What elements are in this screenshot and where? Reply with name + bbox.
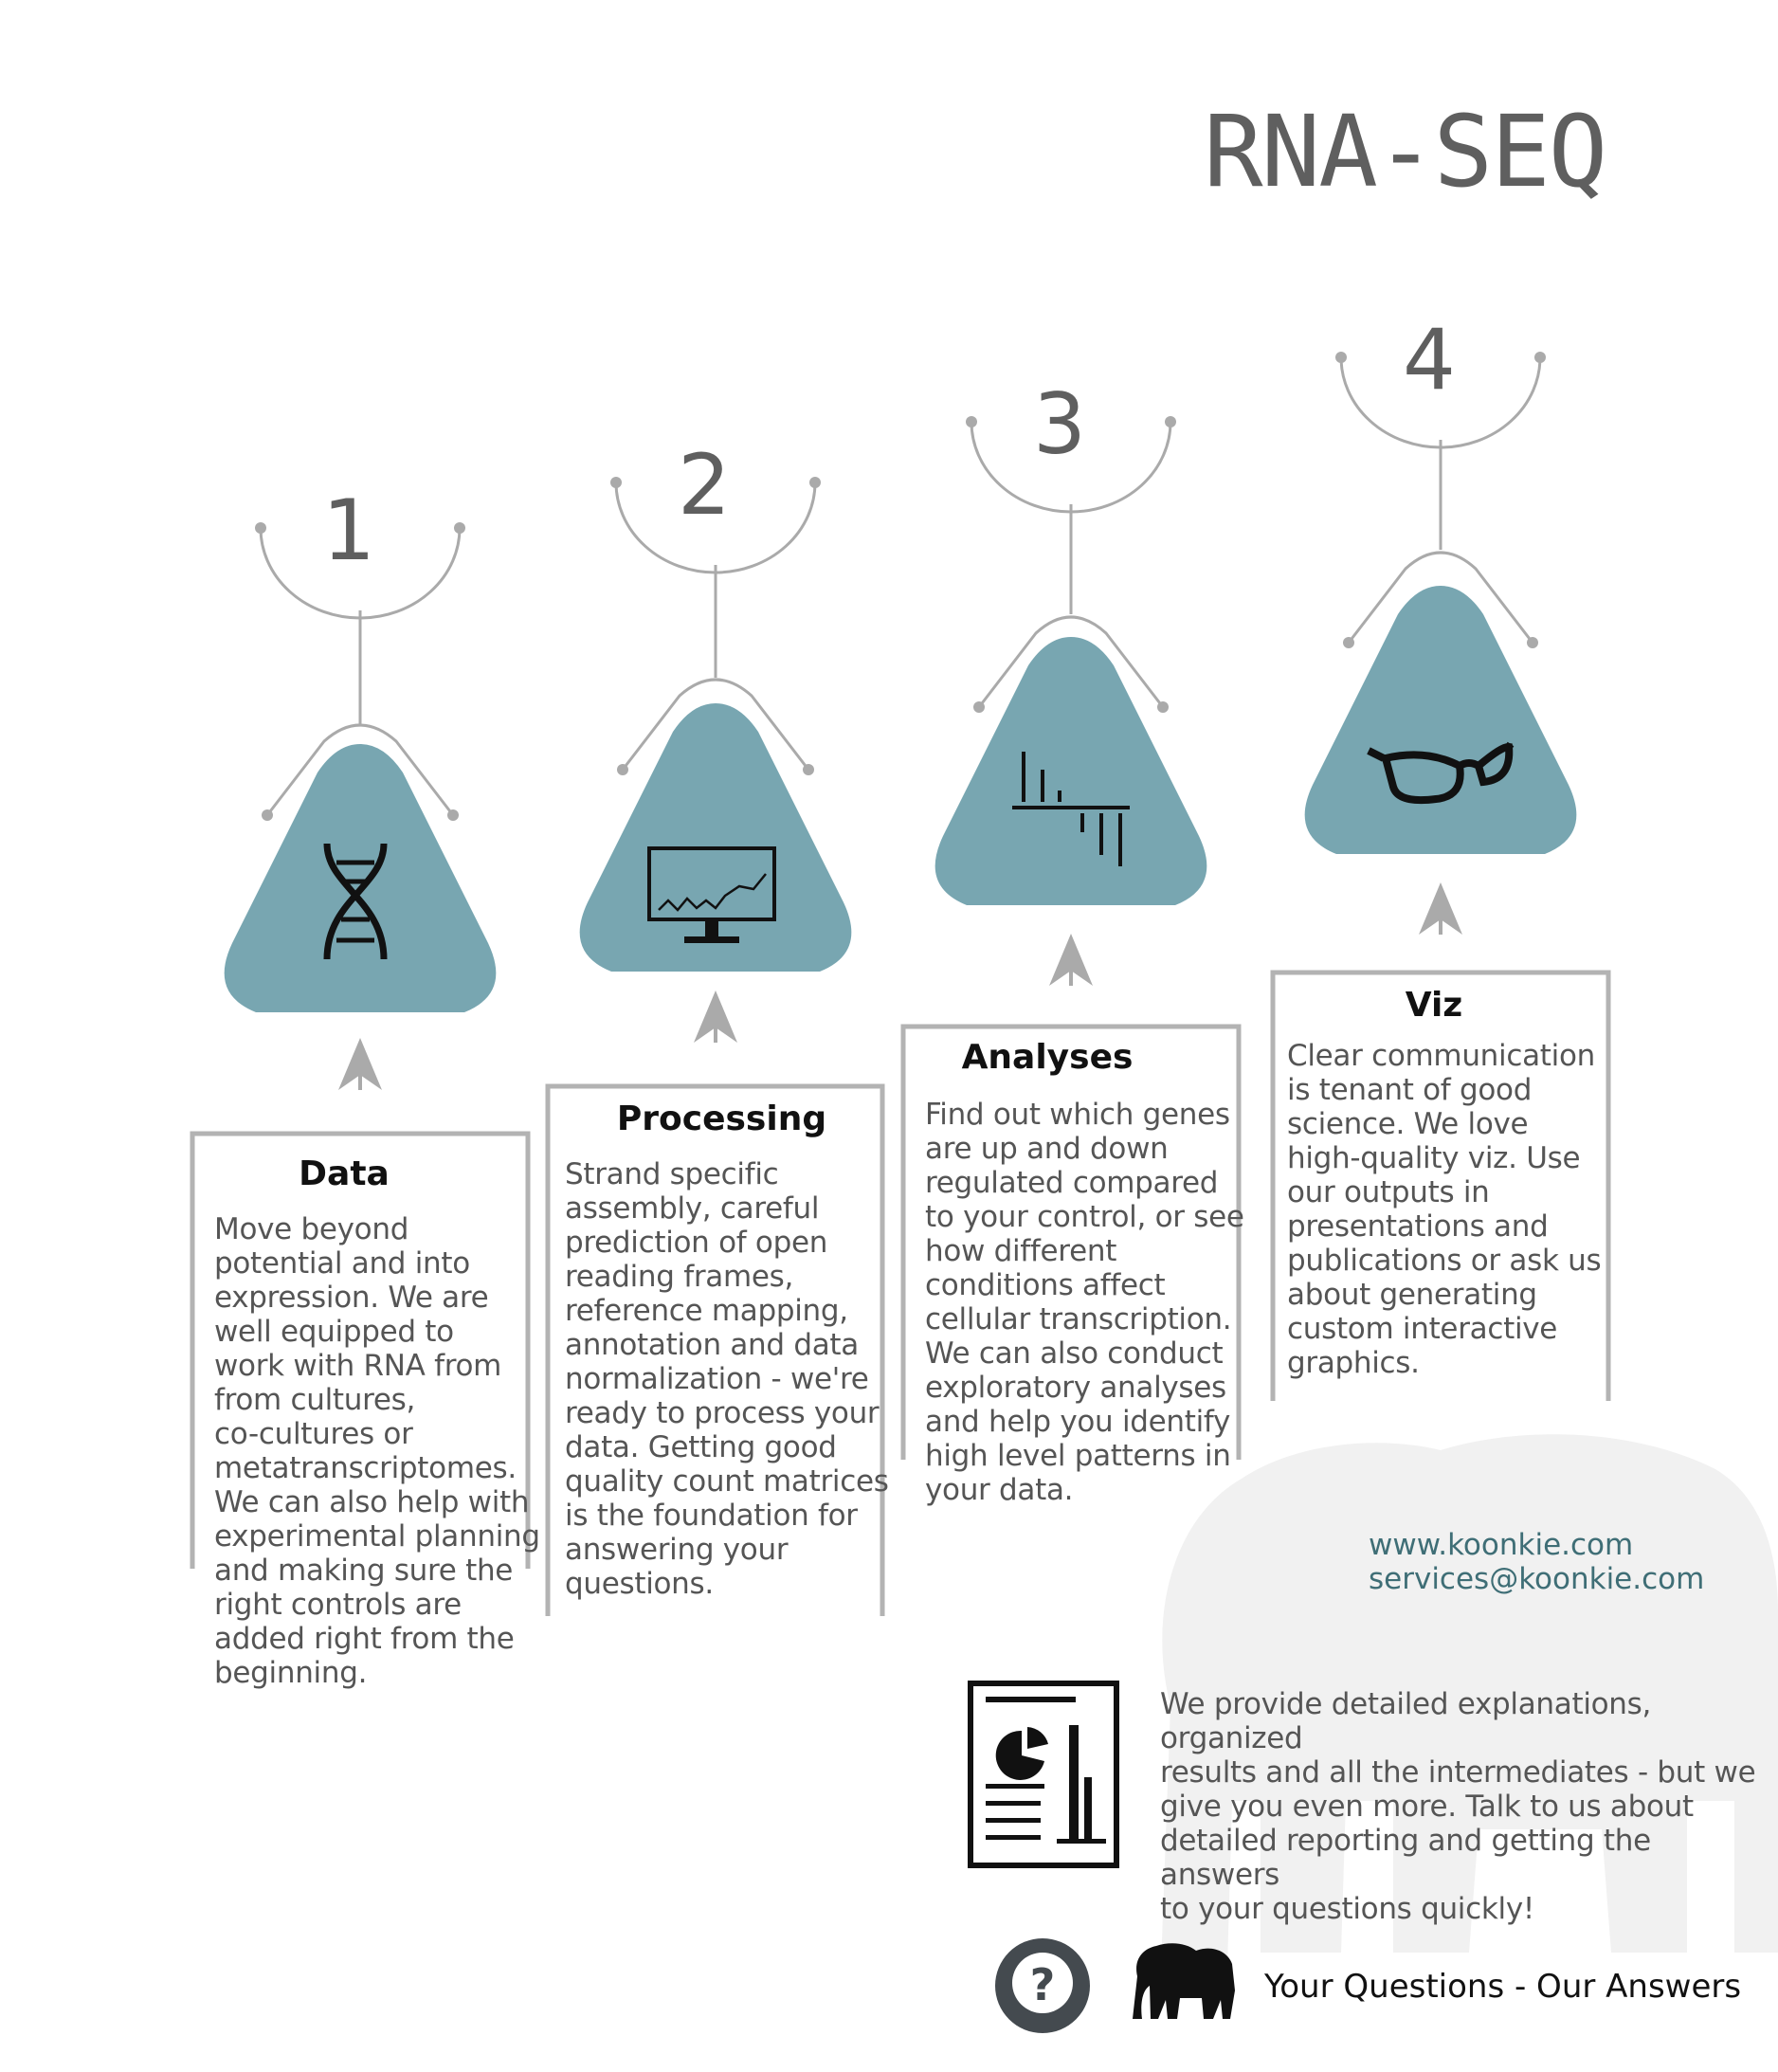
website-link[interactable]: www.koonkie.com [1369, 1528, 1634, 1562]
step-2-title: Processing [616, 1100, 827, 1138]
page-title: RNA-SEQ [1204, 94, 1606, 209]
tagline: Your Questions - Our Answers [1264, 1968, 1742, 2006]
report-document-icon [971, 1683, 1116, 1865]
step-3-triangle [935, 637, 1207, 905]
step-3-number: 3 [1033, 375, 1086, 473]
step-1-triangle [225, 744, 497, 1012]
step-1-description: Move beyond potential and into expression. We are well equipped to work with RNA from from cultures, co-cultures or metatranscriptomes. We can also help with experimental planning and making sure the right controls are added right from the beginning. [214, 1212, 540, 1690]
step-1-number: 1 [322, 482, 375, 579]
step-3-arrow [1049, 934, 1093, 986]
step-2-description: Strand specific assembly, careful prediction of open reading frames, reference mapping, annotation and data normalization - we're ready to process your data. Getting good quality count matrices is the foundation for answering your questions. [565, 1157, 889, 1601]
step-1-arrow [338, 1038, 382, 1090]
contact-info [1369, 1528, 1704, 1596]
step-4-description: Clear communication is tenant of good science. We love high-quality viz. Use our outputs in presentations and publications or ask us about generating custom interactive graphics. [1287, 1039, 1602, 1380]
step-3-title: Analyses [961, 1038, 1134, 1077]
step-2-number: 2 [678, 436, 731, 534]
step-1-title: Data [299, 1154, 390, 1193]
report-description: We provide detailed explanations, organized results and all the intermediates - but we give you even more. Talk to us about detailed reporting and getting the answers to your questions quickly! [1160, 1687, 1756, 1926]
step-3-description: Find out which genes are up and down regulated compared to your control, or see how different conditions affect cellular transcription. We can also conduct exploratory analyses and help you identify high level patterns in your data. [925, 1098, 1244, 1507]
step-4-triangle [1305, 586, 1577, 854]
elephant-logo-icon [1133, 1943, 1235, 2019]
step-4-title: Viz [1405, 986, 1463, 1025]
step-4-number: 4 [1403, 311, 1456, 409]
svg-text:?: ? [1029, 1959, 1056, 2010]
step-2-arrow [694, 991, 737, 1043]
email-link[interactable]: services@koonkie.com [1369, 1562, 1705, 1596]
step-4-arrow [1419, 882, 1462, 935]
question-icon [995, 1938, 1090, 2033]
